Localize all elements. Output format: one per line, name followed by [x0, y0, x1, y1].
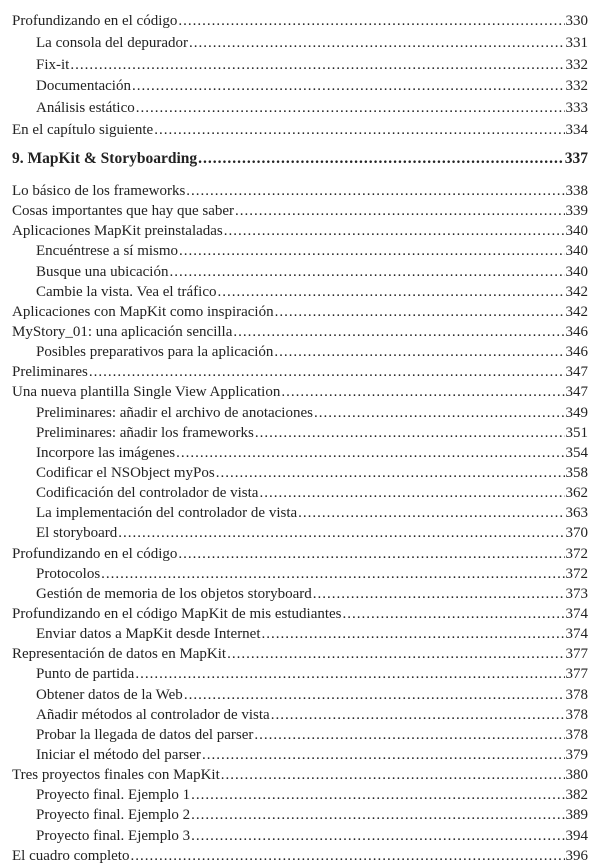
toc-entry[interactable] — [12, 221, 588, 241]
toc-entry-page: 338 — [565, 183, 588, 199]
dot-leader — [227, 644, 564, 664]
toc-entry[interactable] — [12, 523, 588, 543]
dot-leader — [218, 282, 565, 302]
dot-leader — [202, 745, 565, 765]
dot-leader — [298, 503, 564, 523]
dot-leader — [178, 544, 564, 564]
dot-leader — [314, 403, 565, 423]
toc-entry[interactable] — [12, 705, 588, 725]
toc-entry[interactable] — [12, 382, 588, 402]
dot-leader — [184, 685, 565, 705]
toc-entry-page: 339 — [565, 203, 588, 220]
toc-entry-title: Aplicaciones MapKit preinstaladas — [12, 223, 223, 240]
toc-entry[interactable] — [12, 584, 588, 604]
dot-leader — [135, 664, 564, 684]
toc-entry-page: 379 — [565, 746, 588, 763]
toc-entry-title: Fix-it — [36, 56, 70, 73]
dot-leader — [271, 705, 565, 725]
toc-entry-title: Protocolos — [36, 565, 101, 582]
toc-entry[interactable] — [12, 241, 588, 261]
toc-entry-page: 346 — [565, 344, 588, 361]
toc-entry-title: Gestión de memoria de los objetos storyboard — [36, 585, 312, 602]
dot-leader — [136, 98, 565, 120]
dot-leader — [132, 76, 565, 98]
toc-entry-page: 342 — [565, 283, 588, 300]
toc-entry[interactable] — [12, 544, 588, 564]
toc-entry-page: 389 — [565, 807, 588, 824]
toc-entry-page: 340 — [565, 263, 588, 280]
toc-entry[interactable] — [12, 765, 588, 785]
toc-entry-title: Enviar datos a MapKit desde Internet — [36, 626, 261, 643]
toc-entry[interactable] — [12, 443, 588, 463]
toc-entry-page: 347 — [565, 364, 588, 381]
chapter-page: 337 — [564, 150, 588, 167]
dot-leader — [178, 11, 564, 33]
toc-entry-title: Cosas importantes que hay que saber — [12, 203, 235, 220]
toc-entry[interactable] — [12, 11, 588, 33]
chapter-title: 9. MapKit & Storyboarding — [12, 150, 198, 167]
toc-entry[interactable] — [12, 362, 588, 382]
toc-entry[interactable] — [12, 403, 588, 423]
toc-entry-title: Preliminares: añadir el archivo de anotaciones — [36, 404, 313, 421]
toc-entry-title: Preliminares — [12, 364, 88, 381]
toc-entry-page: 330 — [565, 13, 588, 29]
toc-entry[interactable] — [12, 624, 588, 644]
toc-entry[interactable] — [12, 463, 588, 483]
toc-entry-title: Codificar el NSObject myPos — [36, 464, 215, 481]
toc-entry[interactable] — [12, 302, 588, 322]
toc-entry-page: 351 — [565, 424, 588, 441]
toc-entry-page: 394 — [565, 827, 588, 844]
toc-entry[interactable] — [12, 76, 588, 98]
toc-entry[interactable] — [12, 282, 588, 302]
toc-entry-title: Proyecto final. Ejemplo 3 — [36, 827, 191, 844]
toc-entry-page: 340 — [565, 243, 588, 260]
dot-leader — [281, 382, 564, 402]
dot-leader — [154, 120, 564, 142]
dot-leader — [254, 725, 564, 745]
toc-entry[interactable] — [12, 685, 588, 705]
toc-section-chapter-9 — [12, 181, 588, 866]
toc-entry-page: 354 — [565, 444, 588, 461]
dot-leader — [255, 423, 565, 443]
dot-leader — [118, 523, 564, 543]
toc-entry-page: 362 — [565, 485, 588, 502]
toc-entry-title: MyStory_01: una aplicación sencilla — [12, 323, 233, 340]
toc-entry-page: 382 — [565, 787, 588, 804]
toc-entry-page: 346 — [565, 323, 588, 340]
toc-entry-page: 373 — [565, 585, 588, 602]
dot-leader — [274, 342, 564, 362]
toc-entry-page: 340 — [565, 223, 588, 240]
toc-entry-title: Preliminares: añadir los frameworks — [36, 424, 254, 441]
toc-entry[interactable] — [12, 55, 588, 77]
toc-entry-title: Una nueva plantilla Single View Application — [12, 384, 281, 401]
toc-entry-title: Incorpore las imágenes — [36, 444, 176, 461]
toc-entry-title: La consola del depurador — [36, 34, 189, 51]
toc-entry-title: Obtener datos de la Web — [36, 686, 183, 703]
toc-entry-title: Probar la llegada de datos del parser — [36, 726, 254, 743]
toc-entry[interactable] — [12, 564, 588, 584]
toc-entry-title: En el capítulo siguiente — [12, 121, 154, 138]
toc-entry[interactable] — [12, 483, 588, 503]
toc-entry-title: Profundizando en el código — [12, 13, 178, 29]
toc-entry-title: Profundizando en el código — [12, 545, 178, 562]
toc-entry-title: Tres proyectos finales con MapKit — [12, 767, 220, 784]
dot-leader — [186, 181, 564, 201]
toc-entry[interactable] — [12, 604, 588, 624]
dot-leader — [130, 846, 564, 866]
toc-entry-title: Documentación — [36, 78, 131, 95]
toc-entry[interactable] — [12, 644, 588, 664]
toc-entry-page: 372 — [565, 565, 588, 582]
toc-entry[interactable] — [12, 423, 588, 443]
dot-leader — [275, 302, 565, 322]
toc-entry[interactable] — [12, 98, 588, 120]
toc-entry-title: Análisis estático — [36, 100, 135, 117]
dot-leader — [259, 483, 564, 503]
toc-entry-title: Aplicaciones con MapKit como inspiración — [12, 303, 274, 320]
toc-entry-title: La implementación del controlador de vista — [36, 505, 298, 522]
dot-leader — [343, 604, 565, 624]
dot-leader — [70, 55, 564, 77]
toc-entry-page: 332 — [565, 78, 588, 95]
toc-entry-page: 372 — [565, 545, 588, 562]
dot-leader — [216, 463, 565, 483]
toc-entry[interactable] — [12, 181, 588, 201]
toc-entry[interactable] — [12, 33, 588, 55]
toc-entry-page: 380 — [565, 767, 588, 784]
toc-entry-page: 396 — [565, 847, 588, 864]
toc-entry-title: Proyecto final. Ejemplo 2 — [36, 807, 191, 824]
toc-entry-page: 363 — [565, 505, 588, 522]
toc-entry-page: 377 — [565, 666, 588, 683]
toc-entry-title: Posibles preparativos para la aplicación — [36, 344, 274, 361]
dot-leader — [221, 765, 565, 785]
toc-entry-title: Proyecto final. Ejemplo 1 — [36, 787, 191, 804]
toc-entry[interactable] — [12, 503, 588, 523]
toc-entry-title: Profundizando en el código MapKit de mis estudiantes — [12, 605, 342, 622]
toc-entry[interactable] — [12, 201, 588, 221]
dot-leader — [89, 362, 565, 382]
toc-entry[interactable] — [12, 725, 588, 745]
toc-entry[interactable] — [12, 322, 588, 342]
toc-entry-title: Busque una ubicación — [36, 263, 169, 280]
toc-entry-page: 377 — [565, 646, 588, 663]
toc-entry-page: 334 — [565, 121, 588, 138]
dot-leader — [191, 805, 564, 825]
toc-entry[interactable] — [12, 826, 588, 846]
dot-leader — [189, 33, 564, 55]
dot-leader — [179, 241, 564, 261]
toc-entry-title: El cuadro completo — [12, 847, 130, 864]
toc-entry-title: Encuéntrese a sí mismo — [36, 243, 179, 260]
toc-entry-page: 342 — [565, 303, 588, 320]
toc-entry-title: Codificación del controlador de vista — [36, 485, 259, 502]
toc-entry-page: 378 — [565, 726, 588, 743]
dot-leader — [198, 150, 564, 168]
toc-entry-title: Punto de partida — [36, 666, 135, 683]
toc-entry-title: Representación de datos en MapKit — [12, 646, 227, 663]
toc-entry-page: 374 — [565, 626, 588, 643]
dot-leader — [101, 564, 564, 584]
dot-leader — [313, 584, 565, 604]
toc-entry[interactable] — [12, 262, 588, 282]
toc-entry[interactable] — [12, 120, 588, 142]
toc-entry[interactable] — [12, 342, 588, 362]
toc-entry-page: 331 — [565, 34, 588, 51]
dot-leader — [235, 201, 564, 221]
toc-entry-page: 332 — [565, 56, 588, 73]
dot-leader — [169, 262, 564, 282]
toc-entry-page: 358 — [565, 464, 588, 481]
dot-leader — [224, 221, 565, 241]
toc-entry-page: 333 — [565, 100, 588, 117]
toc-entry-page: 349 — [565, 404, 588, 421]
toc-entry-title: Iniciar el método del parser — [36, 746, 201, 763]
chapter-heading[interactable] — [12, 150, 588, 168]
dot-leader — [262, 624, 565, 644]
dot-leader — [176, 443, 564, 463]
toc-entry[interactable] — [12, 785, 588, 805]
toc-entry-title: Lo básico de los frameworks — [12, 183, 186, 199]
toc-section-previous — [12, 11, 588, 142]
toc-entry-page: 374 — [565, 605, 588, 622]
dot-leader — [191, 826, 564, 846]
toc-entry-page: 378 — [565, 686, 588, 703]
toc-entry[interactable] — [12, 805, 588, 825]
toc-entry-title: Cambie la vista. Vea el tráfico — [36, 283, 217, 300]
toc-entry-page: 378 — [565, 706, 588, 723]
toc-entry-title: Añadir métodos al controlador de vista — [36, 706, 270, 723]
toc-entry[interactable] — [12, 846, 588, 866]
toc-entry-page: 370 — [565, 525, 588, 542]
dot-leader — [233, 322, 564, 342]
toc-entry[interactable] — [12, 664, 588, 684]
toc-entry-page: 347 — [565, 384, 588, 401]
dot-leader — [191, 785, 564, 805]
toc-entry[interactable] — [12, 745, 588, 765]
toc-entry-title: El storyboard — [36, 525, 118, 542]
